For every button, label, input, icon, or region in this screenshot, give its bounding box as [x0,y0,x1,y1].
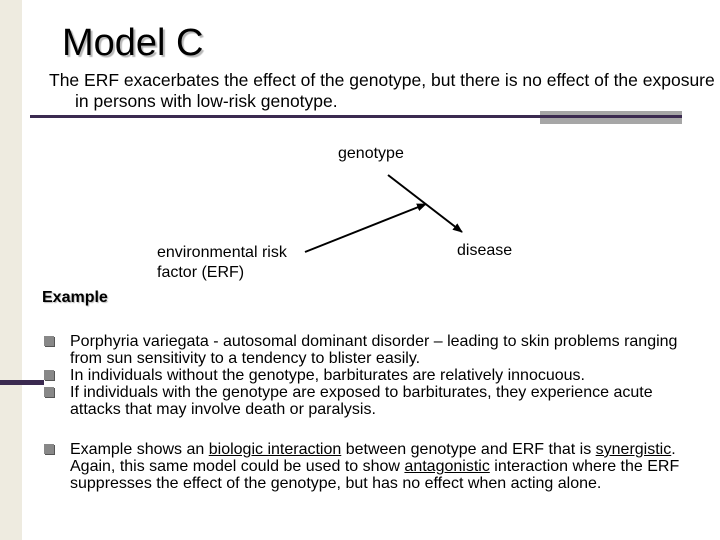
bullet-item [44,384,694,418]
bullet-text-part: between genotype and ERF that is [341,441,596,458]
synergistic-term: synergistic [595,441,672,458]
antagonistic-term: antagonistic [404,458,490,475]
slide-title: Model C [62,22,204,64]
erf-label-line2: factor (ERF) [157,264,245,281]
erf-label [157,243,287,283]
bullet-text: In individuals without the genotype, barbiturates are relatively innocuous. [70,367,585,384]
bullet-item [44,367,694,384]
slide-subtitle: The ERF exacerbates the effect of the genotype, but there is no effect of the exposure in persons with low-risk genotype. [49,70,715,111]
square-bullet-icon [44,387,54,397]
bullet-item [44,333,694,367]
erf-label-line1: environmental risk [157,244,287,261]
square-bullet-icon [44,370,54,380]
bullet-text-part: Example shows an [70,441,209,458]
erf-to-genotype-arrow [305,204,426,252]
example-heading: Example [42,289,108,306]
bullet-text-part: interaction where the ERF suppresses the effect of the genotype, but has no effect when acting alone. [70,458,680,492]
genotype-label: genotype [338,145,404,162]
biologic-interaction-term: biologic interaction [208,441,342,458]
square-bullet-icon [44,444,54,454]
square-bullet-icon [44,336,54,346]
example-bullet-list [44,333,694,492]
bullet-item [44,441,694,492]
bullet-text-part: . Again, this same model could be used to show [70,441,676,475]
bullet-text: If individuals with the genotype are exposed to barbiturates, they experience acute attacks that may involve death or paralysis. [70,384,653,418]
disease-label: disease [457,242,513,259]
bullet-text: Porphyria variegata - autosomal dominant disorder – leading to skin problems ranging from sun sensitivity to a tendency to blister easily. [70,333,678,367]
